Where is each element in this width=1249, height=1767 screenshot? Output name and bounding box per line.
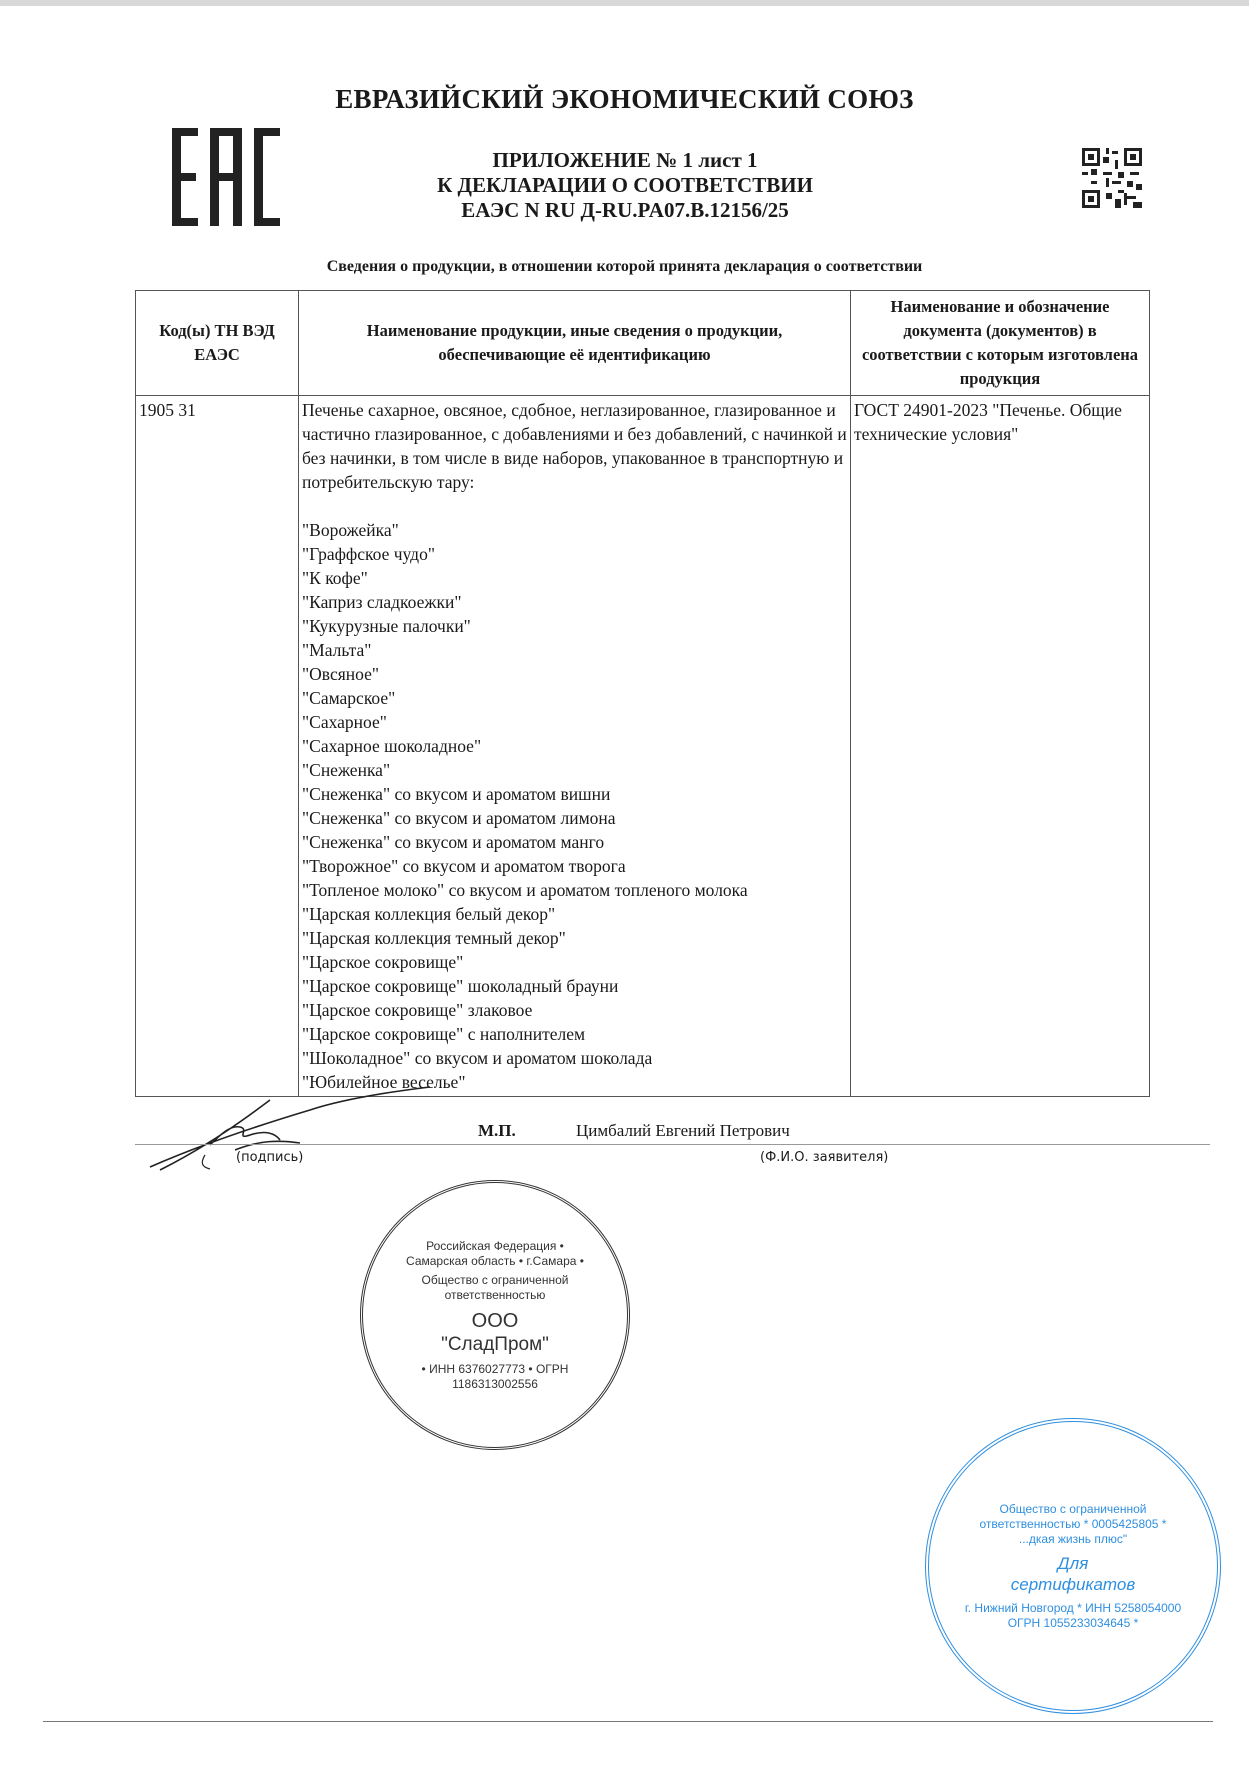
stamp-center-2: сертификатов <box>1010 1574 1136 1594</box>
table-header-row <box>136 291 1150 396</box>
product-list <box>302 518 847 1094</box>
applicant-name-caption: (Ф.И.О. заявителя) <box>760 1150 889 1165</box>
product-item: "Царская коллекция темный декор" <box>302 928 566 948</box>
product-item: "Ворожейка" <box>302 520 399 540</box>
stamp-outer-text: Общество с ограниченной ответственностью * 0005425805 * ...дкая жизнь плюс" <box>979 1501 1167 1546</box>
product-item: "Самарское" <box>302 688 396 708</box>
product-item: "Кукурузные палочки" <box>302 616 471 636</box>
header-code: Код(ы) ТН ВЭД ЕАЭС <box>136 291 299 396</box>
signature-caption: (подпись) <box>236 1150 304 1165</box>
union-title: ЕВРАЗИЙСКИЙ ЭКОНОМИЧЕСКИЙ СОЮЗ <box>335 84 914 114</box>
product-item: "Снеженка" со вкусом и ароматом лимона <box>302 808 616 828</box>
seal-bottom-text: • ИНН 6376027773 • ОГРН 1186313002556 <box>421 1361 569 1391</box>
signature-line <box>135 1144 1210 1145</box>
table-row <box>136 396 1150 1097</box>
product-item: "К кофе" <box>302 568 368 588</box>
seal-center-1: ООО <box>471 1309 519 1332</box>
product-item: "Царское сокровище" с наполнителем <box>302 1024 586 1044</box>
product-item: "Снеженка" <box>302 760 391 780</box>
company-seal-sladprom <box>360 1180 630 1450</box>
cell-code: 1905 31 <box>136 396 299 1097</box>
product-item: "Сахарное шоколадное" <box>302 736 482 756</box>
product-item: "Творожное" со вкусом и ароматом творога <box>302 856 626 876</box>
table-caption: Сведения о продукции, в отношении которой принята декларация о соответствии <box>326 258 923 275</box>
product-item: "Юбилейное веселье" <box>302 1072 466 1092</box>
product-table <box>135 290 1150 1097</box>
seal-center-2: "СладПром" <box>441 1333 549 1355</box>
product-item: "Снеженка" со вкусом и ароматом манго <box>302 832 605 852</box>
product-item: "Шоколадное" со вкусом и ароматом шоколада <box>302 1048 653 1068</box>
eac-logo <box>172 128 282 228</box>
product-item: "Граффское чудо" <box>302 544 435 564</box>
product-item: "Каприз сладкоежки" <box>302 592 462 612</box>
qr-code-icon <box>1082 148 1142 208</box>
stamp-inner-text: г. Нижний Новгород * ИНН 5258054000 ОГРН 1055233034645 * <box>964 1600 1182 1630</box>
appendix-line-2: К ДЕКЛАРАЦИИ О СООТВЕТСТВИИ <box>437 173 813 197</box>
cell-standard: ГОСТ 24901-2023 "Печенье. Общие технические условия" <box>851 396 1150 1097</box>
seal-middle-text: Общество с ограниченной ответственностью <box>421 1272 569 1302</box>
product-item: "Царская коллекция белый декор" <box>302 904 556 924</box>
product-item: "Снеженка" со вкусом и ароматом вишни <box>302 784 611 804</box>
cell-product <box>299 396 851 1097</box>
product-item: "Топленое молоко" со вкусом и ароматом топленого молока <box>302 880 748 900</box>
certificate-stamp-blue <box>925 1418 1221 1714</box>
declaration-number: ЕАЭС N RU Д-RU.PA07.B.12156/25 <box>461 198 789 222</box>
seal-outer-text: Российская Федерация • Самарская область • г.Самара • <box>406 1238 584 1268</box>
product-item: "Овсяное" <box>302 664 379 684</box>
header-product: Наименование продукции, иные сведения о продукции, обеспечивающие её идентификацию <box>299 291 851 396</box>
applicant-name: Цимбалий Евгений Петрович <box>576 1121 790 1140</box>
product-item: "Мальта" <box>302 640 372 660</box>
seal-place-label: М.П. <box>478 1121 516 1140</box>
header-standard: Наименование и обозначение документа (документов) в соответствии с которым изготовлена продукция <box>851 291 1150 396</box>
appendix-heading <box>300 148 950 223</box>
product-description: Печенье сахарное, овсяное, сдобное, неглазированное, глазированное и частично глазированное, с добавлениями и без добавлений, с начинкой и без начинки, в том числе в виде наборов, упакованное в транспортную и потребительскую тару: <box>302 400 847 492</box>
bottom-rule <box>43 1721 1213 1722</box>
scan-edge <box>0 0 1249 6</box>
product-item: "Сахарное" <box>302 712 387 732</box>
product-item: "Царское сокровище" злаковое <box>302 1000 533 1020</box>
product-item: "Царское сокровище" шоколадный брауни <box>302 976 619 996</box>
appendix-line-1: ПРИЛОЖЕНИЕ № 1 лист 1 <box>492 148 758 172</box>
stamp-center-1: Для <box>1057 1553 1089 1573</box>
product-item: "Царское сокровище" <box>302 952 464 972</box>
